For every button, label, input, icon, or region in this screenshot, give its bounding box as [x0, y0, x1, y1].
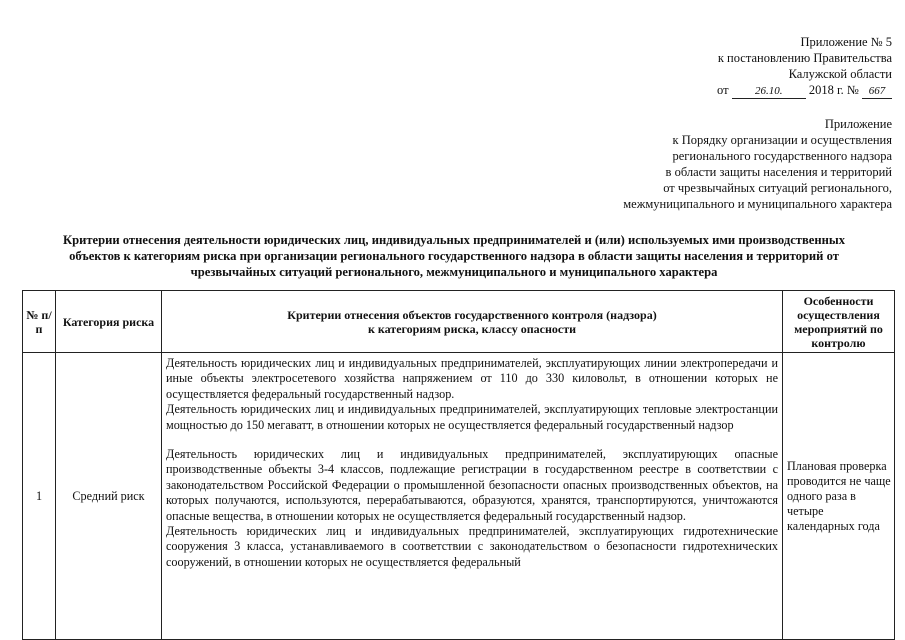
appendix-header: [472, 116, 892, 212]
appendix-5-date-line: [717, 82, 892, 99]
row-criteria: [162, 353, 783, 640]
appendix-5-title: Приложение № 5: [800, 35, 892, 49]
header-features: Особенности осуществления мероприятий по контролю: [783, 291, 895, 353]
risk-criteria-table: [22, 290, 895, 640]
table-row: [23, 353, 895, 640]
header-criteria: [162, 291, 783, 353]
document-title: [14, 232, 894, 280]
header-category: Категория риска: [56, 291, 162, 353]
criteria-paragraph: Деятельность юридических лиц и индивидуальных предпринимателей, эксплуатирующих тепловые электростанции мощностью до 150 мегаватт, в отношении которых не осуществляется федеральный государственный надзор: [166, 402, 778, 432]
criteria-paragraph: Деятельность юридических лиц и индивидуальных предпринимателей, эксплуатирующих линии электропередачи и иные объекты электросетевого хозяйства напряжением от 110 до 330 киловольт, в отношении которых не осуществляется федеральный государственный надзор.: [166, 356, 778, 401]
title-line-1: Критерии отнесения деятельности юридических лиц, индивидуальных предпринимателей и (или) используемых ими производственных: [62, 233, 846, 247]
year-text: 2018 г. №: [808, 83, 859, 97]
appendix-line-3: регионального государственного надзора: [672, 149, 892, 163]
resolution-number: 667: [862, 85, 892, 99]
appendix-line-2: к Порядку организации и осуществления: [672, 133, 892, 147]
appendix-line-4: в области защиты населения и территорий: [665, 165, 892, 179]
header-num: № п/п: [23, 291, 56, 353]
row-features: Плановая проверка проводится не чаще одного раза в четыре календарных года: [783, 353, 895, 640]
appendix-5-header: [492, 34, 892, 99]
row-category: Средний риск: [56, 353, 162, 640]
date-prefix: от: [717, 83, 729, 97]
header-criteria-line-2: к категориям риска, классу опасности: [367, 321, 577, 336]
appendix-5-resolution: к постановлению Правительства: [717, 51, 892, 65]
criteria-paragraph: Деятельность юридических лиц и индивидуальных предпринимателей, эксплуатирующих гидротехнические сооружения 3 класса, устанавливаемого в соответствии с законодательством о безопасности гидротехнических сооружений, в отношении которых не осуществляется федеральный: [166, 524, 778, 569]
header-criteria-line-1: Критерии отнесения объектов государственного контроля (надзора): [287, 307, 657, 322]
title-line-2: объектов к категориям риска при организации регионального государственного надзора в области защиты населения и территорий от: [69, 249, 839, 263]
title-line-3: чрезвычайных ситуаций регионального, межмуниципального и муниципального характера: [190, 265, 718, 279]
row-num: 1: [23, 353, 56, 640]
table-header-row: [23, 291, 895, 353]
criteria-paragraph: Деятельность юридических лиц и индивидуальных предпринимателей, эксплуатирующих опасные производственные объекты 3-4 классов, подлежащие регистрации в государственном реестре в соответствии с законодательством Российской Федерации о промышленной безопасности опасных производственных объектов, на которых получаются, используются, перерабатываются, образуются, хранятся, транспортируются, уничтожаются опасные вещества, в отношении которых не осуществляется федеральный государственный надзор.: [166, 447, 778, 523]
appendix-title: Приложение: [824, 117, 892, 131]
date-value: 26.10.: [732, 85, 806, 99]
appendix-5-region: Калужской области: [788, 67, 892, 81]
appendix-line-6: межмуниципального и муниципального характера: [623, 197, 892, 211]
appendix-line-5: от чрезвычайных ситуаций регионального,: [663, 181, 892, 195]
